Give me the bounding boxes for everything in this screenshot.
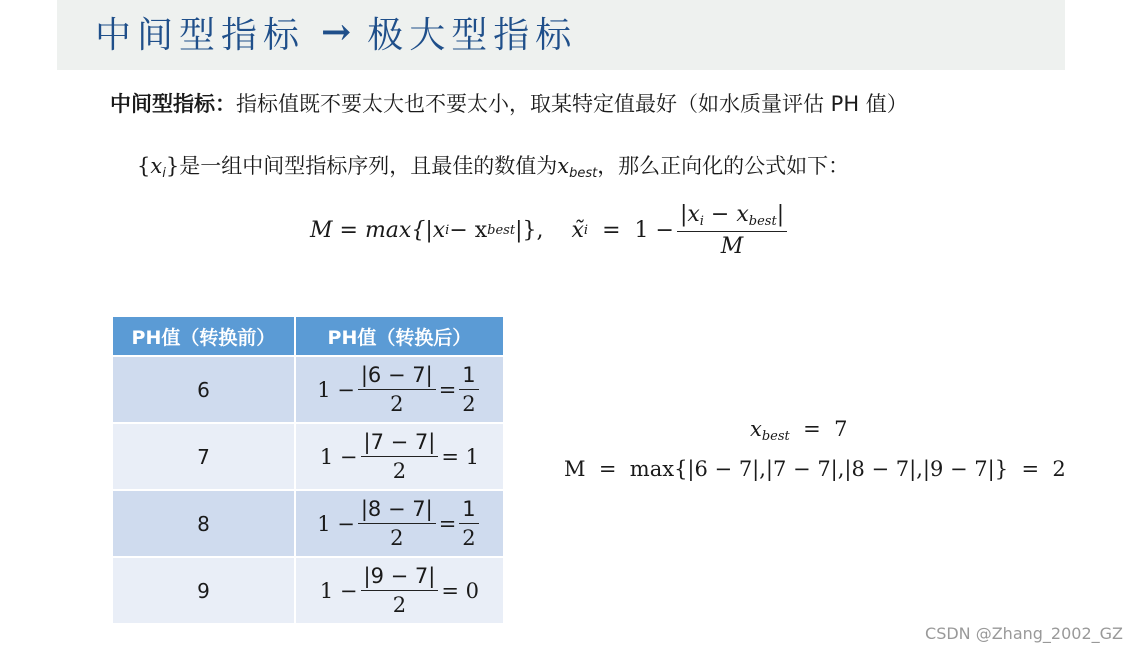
table-row [113, 490, 504, 557]
formula-fraction: $\frac{|x_i - x_{best}|}{M}$ [677, 202, 787, 259]
definition-text: 指标值既不要太大也不要太小，取某特定值最好（如水质量评估 PH 值） [236, 92, 908, 116]
seq-x: x [150, 154, 163, 178]
ph-after: 1 − $\frac{|9 - 7|}{2}$ = 0 [295, 557, 504, 623]
ph-conversion-table [113, 317, 505, 623]
definition-term: 中间型指标： [110, 92, 236, 116]
seq-i: i [162, 166, 166, 181]
ph-before: 6 [113, 356, 295, 423]
sequence-line: $\{x_i\}$是一组中间型指标序列，且最佳的数值为$x_{best}$，那么正向化的公式如下： [137, 154, 850, 181]
definition-line [110, 88, 908, 118]
seq-text-a: 是一组中间型指标序列，且最佳的数值为 [179, 154, 558, 178]
seq-text-b: ，那么正向化的公式如下： [597, 154, 850, 178]
formula-m-def: M = max{|x [310, 217, 446, 243]
ph-before: 8 [113, 490, 295, 557]
table-row [113, 423, 504, 490]
title-from: 中间型指标 [95, 14, 306, 56]
xbest-formula: $x_{best} = 7$ [750, 417, 848, 444]
arrow-icon: → [321, 11, 352, 53]
table-row [113, 557, 504, 623]
slide-title [95, 4, 577, 60]
ph-after: 1 − $\frac{|7 - 7|}{2}$ = 1 [295, 423, 504, 490]
header-after: PH值（转换后） [295, 317, 504, 356]
watermark: CSDN @Zhang_2002_GZ [925, 624, 1123, 643]
header-before: PH值（转换前） [113, 317, 295, 356]
formula-eq: = 1 − [588, 217, 674, 243]
ph-after: 1 − $\frac{|6 - 7|}{2}$ = $\frac{1}{2}$ [295, 356, 504, 423]
ph-before: 7 [113, 423, 295, 490]
title-to: 极大型指标 [367, 14, 578, 56]
ph-after: 1 − $\frac{|8 - 7|}{2}$ = $\frac{1}{2}$ [295, 490, 504, 557]
m-formula: M = max{|6 − 7|,|7 − 7|,|8 − 7|,|9 − 7|} = 2 [564, 457, 1066, 481]
ph-before: 9 [113, 557, 295, 623]
seq-best: best [569, 166, 598, 181]
table-row [113, 356, 504, 423]
normalization-formula: M = max{|x i − x best |}, x̃ i = 1 − $\frac{|x_i - x_{best}|}{M}$ [310, 200, 790, 260]
formula-x-tilde: x̃ [571, 217, 584, 243]
